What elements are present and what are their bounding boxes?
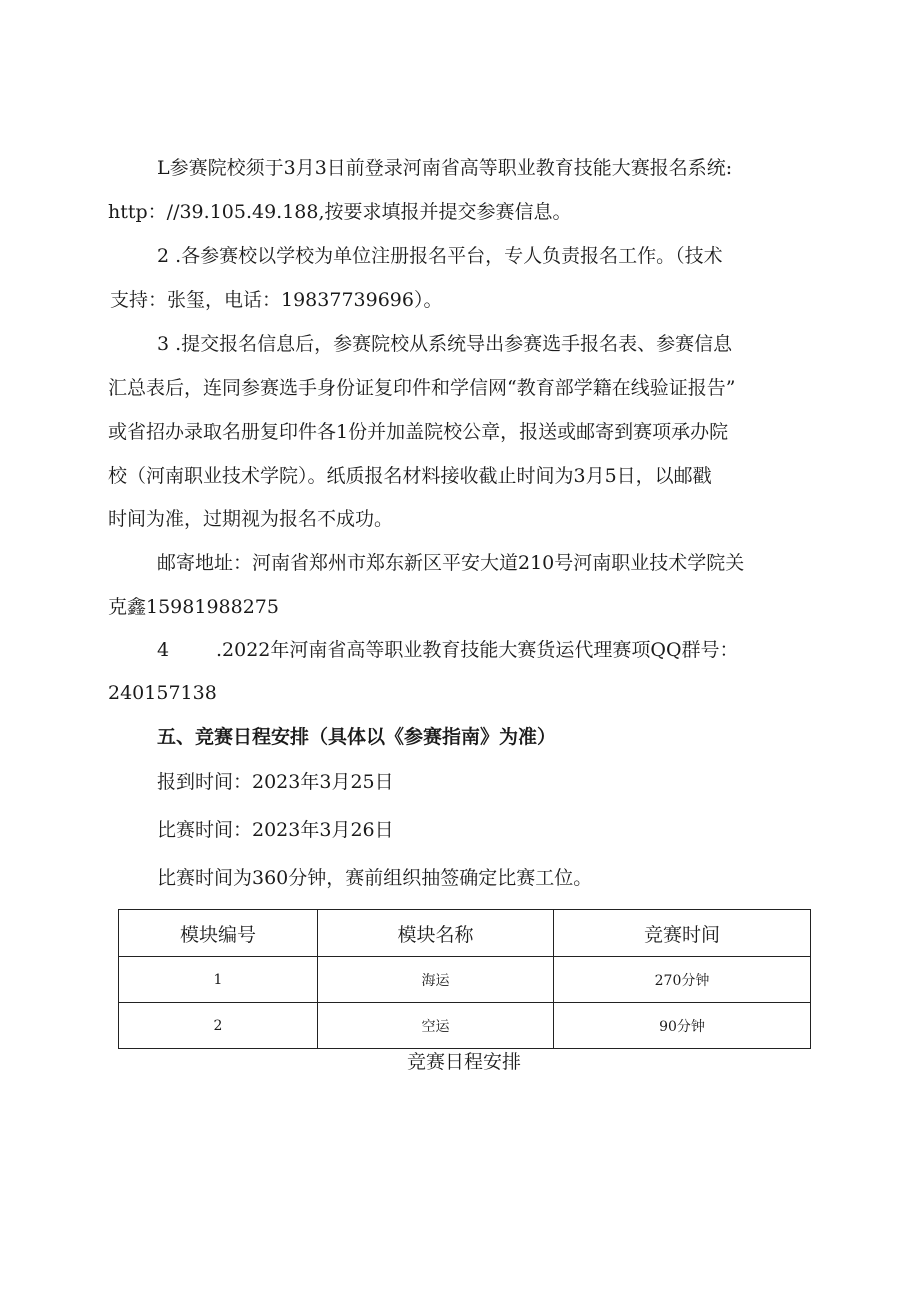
item3-line5: 时间为准，过期视为报名不成功。 [108, 508, 394, 530]
cell-module-name: 海运 [318, 957, 554, 1003]
cell-contest-time: 90分钟 [554, 1003, 811, 1049]
table-row [119, 957, 811, 1003]
item1-line1: L参赛院校须于3月3日前登录河南省高等职业教育技能大赛报名系统: [157, 157, 733, 179]
header-module-number: 模块编号 [119, 910, 318, 957]
cell-module-number: 2 [119, 1003, 318, 1049]
table-header-row [119, 910, 811, 957]
item4-line2: 240157138 [108, 682, 217, 704]
item3-line3: 或省招办录取名册复印件各1份并加盖院校公章，报送或邮寄到赛项承办院 [108, 421, 729, 443]
table-caption: 竞赛日程安排 [406, 1051, 521, 1073]
header-module-name: 模块名称 [318, 910, 554, 957]
item1-line2: http：//39.105.49.188,按要求填报并提交参赛信息。 [108, 201, 572, 223]
header-contest-time: 竞赛时间 [554, 910, 811, 957]
report-time: 报到时间：2023年3月25日 [157, 771, 394, 793]
item4-number: 4 [157, 639, 170, 661]
cell-module-name: 空运 [318, 1003, 554, 1049]
item3-line4: 校（河南职业技术学院）。纸质报名材料接收截止时间为3月5日，以邮戳 [108, 465, 712, 487]
section5-heading: 五、竞赛日程安排（具体以《参赛指南》为准） [157, 726, 557, 748]
item3-line1: 3 .提交报名信息后，参赛院校从系统导出参赛选手报名表、参赛信息 [157, 333, 733, 355]
item3-line2: 汇总表后，连同参赛选手身份证复印件和学信网“教育部学籍在线验证报告” [108, 377, 736, 399]
contest-time: 比赛时间：2023年3月26日 [157, 819, 394, 841]
item4-line1: .2022年河南省高等职业教育技能大赛货运代理赛项QQ群号： [216, 639, 739, 661]
table-row [119, 1003, 811, 1049]
address-line1: 邮寄地址：河南省郑州市郑东新区平安大道210号河南职业技术学院关 [157, 552, 745, 574]
address-line2: 克鑫15981988275 [108, 596, 279, 618]
contest-duration-note: 比赛时间为360分钟，赛前组织抽签确定比赛工位。 [157, 867, 593, 889]
cell-contest-time: 270分钟 [554, 957, 811, 1003]
schedule-table [118, 909, 811, 1049]
item2-line2: 支持：张玺，电话：19837739696）。 [110, 289, 443, 311]
cell-module-number: 1 [119, 957, 318, 1003]
item2-line1: 2 .各参赛校以学校为单位注册报名平台，专人负责报名工作。（技术 [157, 245, 723, 267]
